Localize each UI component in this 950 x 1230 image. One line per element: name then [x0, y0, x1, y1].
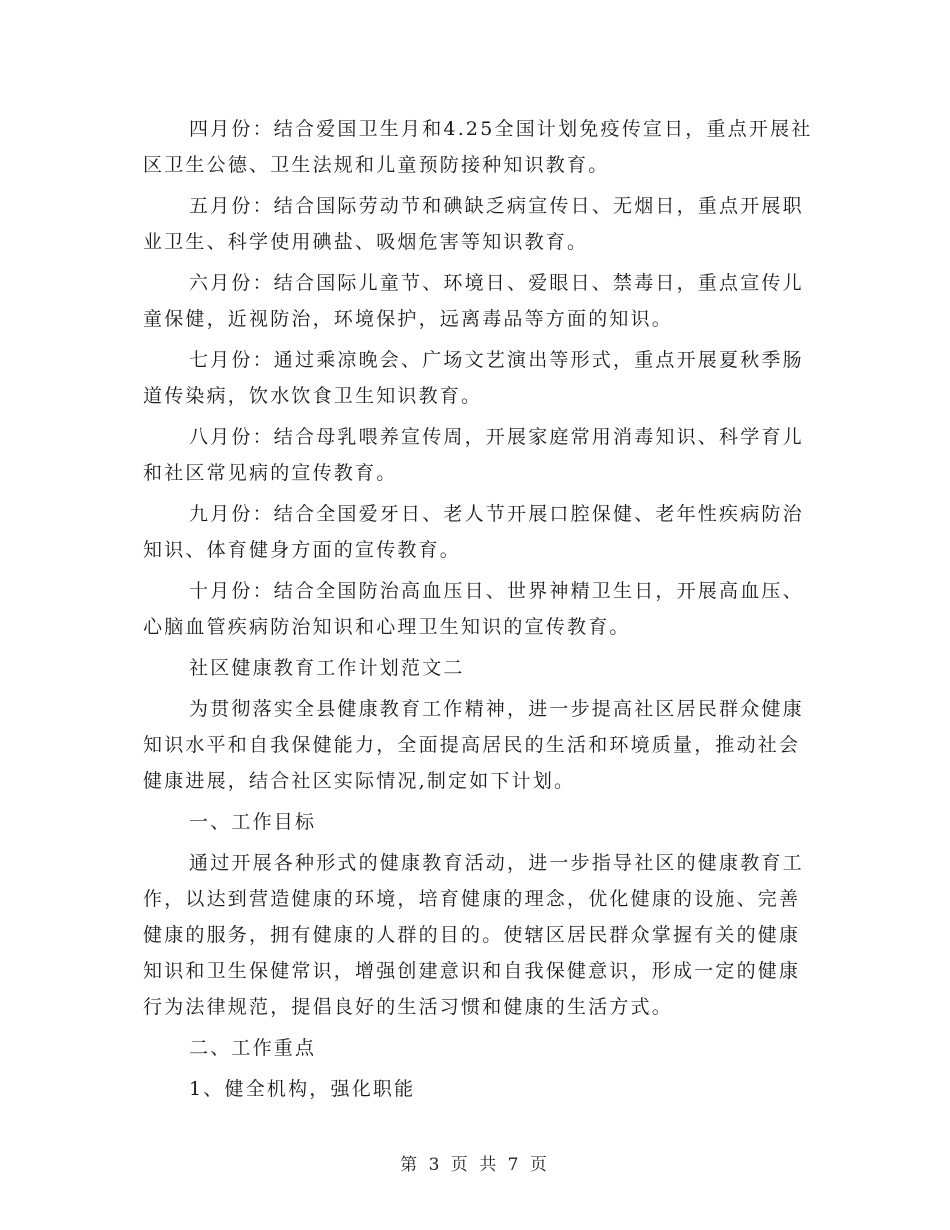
- document-body: [143, 111, 813, 1112]
- page-number-footer: 第 3 页 共 7 页: [400, 1155, 550, 1175]
- subheading-organization: 1、健全机构，强化职能: [189, 1078, 416, 1100]
- paragraph-september: 九月份：结合全国爱牙日、老人节开展口腔保健、老年性疾病防治知识、体育健身方面的宣传教育。: [143, 503, 804, 561]
- heading-work-focus: 二、工作重点: [189, 1037, 317, 1059]
- paragraph-goals: 通过开展各种形式的健康教育活动，进一步指导社区的健康教育工作，以达到营造健康的环境，培育健康的理念，优化健康的设施、完善健康的服务，拥有健康的人群的目的。使辖区居民群众掌握有关的健康知识和卫生保健常识，增强创建意识和自我保健意识，形成一定的健康行为法律规范，提倡良好的生活习惯和健康的生活方式。: [143, 852, 804, 1018]
- paragraph-june: 六月份：结合国际儿童节、环境日、爱眼日、禁毒日，重点宣传儿童保健，近视防治，环境保护，远离毒品等方面的知识。: [143, 272, 804, 330]
- paragraph-july: 七月份：通过乘凉晚会、广场文艺演出等形式，重点开展夏秋季肠道传染病，饮水饮食卫生知识教育。: [143, 349, 804, 407]
- paragraph-october: 十月份：结合全国防治高血压日、世界神精卫生日，开展高血压、心脑血管疾病防治知识和心理卫生知识的宣传教育。: [143, 580, 804, 638]
- paragraph-intro: 为贯彻落实全县健康教育工作精神，进一步提高社区居民群众健康知识水平和自我保健能力，全面提高居民的生活和环境质量，推动社会健康进展，结合社区实际情况,制定如下计划。: [143, 698, 804, 792]
- heading-work-goals: 一、工作目标: [189, 811, 317, 833]
- paragraph-may: 五月份：结合国际劳动节和碘缺乏病宣传日、无烟日，重点开展职业卫生、科学使用碘盐、吸烟危害等知识教育。: [143, 195, 804, 253]
- paragraph-august: 八月份：结合母乳喂养宣传周，开展家庭常用消毒知识、科学育儿和社区常见病的宣传教育。: [143, 426, 804, 484]
- section-title-sample-two: 社区健康教育工作计划范文二: [189, 657, 465, 679]
- paragraph-april: 四月份：结合爱国卫生月和4.25全国计划免疫传宣日，重点开展社区卫生公德、卫生法规和儿童预防接种知识教育。: [143, 118, 813, 176]
